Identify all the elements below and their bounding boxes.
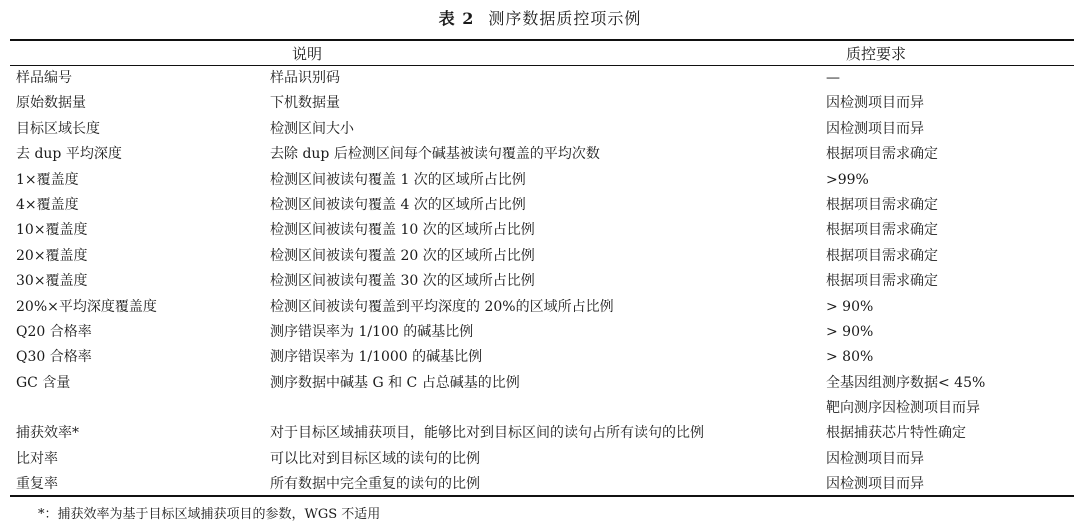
requirement-line: 全基因组测序数据< 45% [826, 374, 986, 391]
bottom-rule [10, 495, 1074, 497]
row-item: 1×覆盖度 [16, 171, 79, 188]
table-number: 表 2 [438, 9, 475, 28]
row-description: 检测区间被读句覆盖 10 次的区域所占比例 [270, 222, 535, 239]
row-description: 检测区间被读句覆盖到平均深度的 20%的区域所占比例 [270, 298, 614, 315]
requirement-line: 根据项目需求确定 [826, 146, 938, 163]
requirement-line: — [826, 70, 840, 86]
row-description: 样品识别码 [270, 70, 340, 86]
table-row [0, 193, 1080, 218]
table-row [0, 371, 1080, 422]
row-item: 4×覆盖度 [16, 196, 79, 213]
table-row [0, 218, 1080, 243]
requirement-line: > 80% [826, 349, 874, 366]
requirement-line: 因检测项目而异 [826, 450, 924, 467]
requirement-line: 根据捕获芯片特性确定 [826, 425, 966, 442]
row-requirement [826, 345, 873, 370]
row-item: 10×覆盖度 [16, 222, 88, 239]
row-item: 比对率 [16, 450, 58, 467]
row-requirement [826, 472, 924, 497]
header-description: 说明 [292, 45, 323, 63]
row-item: 目标区域长度 [16, 120, 100, 137]
requirement-line: 因检测项目而异 [826, 95, 924, 112]
table-row [0, 295, 1080, 320]
row-description: 对于目标区域捕获项目，能够比对到目标区间的读句占所有读句的比例 [270, 425, 704, 442]
requirement-line: 因检测项目而异 [826, 120, 924, 137]
table-row [0, 66, 1080, 91]
row-description: 检测区间大小 [270, 120, 354, 137]
requirement-line: 因检测项目而异 [826, 476, 924, 493]
table-footnote: *：捕获效率为基于目标区域捕获项目的参数，WGS 不适用 [38, 507, 381, 522]
row-requirement [826, 371, 985, 422]
row-description: 所有数据中完全重复的读句的比例 [270, 476, 480, 493]
row-description: 测序错误率为 1/100 的碱基比例 [270, 323, 474, 340]
row-item: 重复率 [16, 476, 58, 493]
table-row [0, 269, 1080, 294]
requirement-line: 根据项目需求确定 [826, 222, 938, 239]
row-item: Q30 合格率 [16, 349, 92, 366]
requirement-line: >99% [826, 171, 869, 188]
row-description: 下机数据量 [270, 95, 340, 112]
row-requirement [826, 66, 840, 91]
row-requirement [826, 142, 938, 167]
requirement-line: 靶向测序因检测项目而异 [826, 400, 980, 417]
row-description: 测序数据中碱基 G 和 C 占总碱基的比例 [270, 374, 520, 391]
table-row [0, 244, 1080, 269]
row-requirement [826, 447, 924, 472]
row-description: 去除 dup 后检测区间每个碱基被读句覆盖的平均次数 [270, 146, 600, 163]
table-header [0, 41, 1080, 65]
row-requirement [826, 244, 938, 269]
requirement-line: 根据项目需求确定 [826, 196, 938, 213]
table-row [0, 320, 1080, 345]
table-row [0, 472, 1080, 497]
requirement-line: > 90% [826, 298, 874, 315]
table-row [0, 142, 1080, 167]
row-item: GC 含量 [16, 374, 71, 391]
table-row [0, 91, 1080, 116]
row-requirement [826, 91, 924, 116]
requirement-line: 根据项目需求确定 [826, 273, 938, 290]
row-item: 捕获效率* [16, 425, 79, 442]
table-row [0, 117, 1080, 142]
row-description: 检测区间被读句覆盖 20 次的区域所占比例 [270, 247, 535, 264]
requirement-line: 根据项目需求确定 [826, 247, 938, 264]
row-description: 检测区间被读句覆盖 1 次的区域所占比例 [270, 171, 526, 188]
row-item: 20×覆盖度 [16, 247, 88, 264]
row-requirement [826, 218, 938, 243]
row-requirement [826, 168, 869, 193]
requirement-line: > 90% [826, 323, 874, 340]
table-row [0, 421, 1080, 446]
row-description: 检测区间被读句覆盖 4 次的区域所占比例 [270, 196, 526, 213]
row-description: 检测区间被读句覆盖 30 次的区域所占比例 [270, 273, 535, 290]
table-body [0, 66, 1080, 498]
row-description: 可以比对到目标区域的读句的比例 [270, 450, 480, 467]
table-row [0, 168, 1080, 193]
table-caption [0, 6, 1080, 29]
row-item: 30×覆盖度 [16, 273, 88, 290]
table-row [0, 447, 1080, 472]
table-row [0, 345, 1080, 370]
table-title: 测序数据质控项示例 [488, 9, 642, 28]
row-item: Q20 合格率 [16, 323, 92, 340]
row-requirement [826, 320, 873, 345]
row-requirement [826, 295, 873, 320]
row-item: 20%×平均深度覆盖度 [16, 298, 157, 315]
header-requirement: 质控要求 [846, 45, 907, 63]
row-item: 原始数据量 [16, 95, 86, 112]
row-requirement [826, 117, 924, 142]
row-requirement [826, 193, 938, 218]
row-item: 去 dup 平均深度 [16, 146, 122, 163]
row-item: 样品编号 [16, 70, 72, 86]
row-requirement [826, 269, 938, 294]
row-description: 测序错误率为 1/1000 的碱基比例 [270, 349, 483, 366]
row-requirement [826, 421, 966, 446]
